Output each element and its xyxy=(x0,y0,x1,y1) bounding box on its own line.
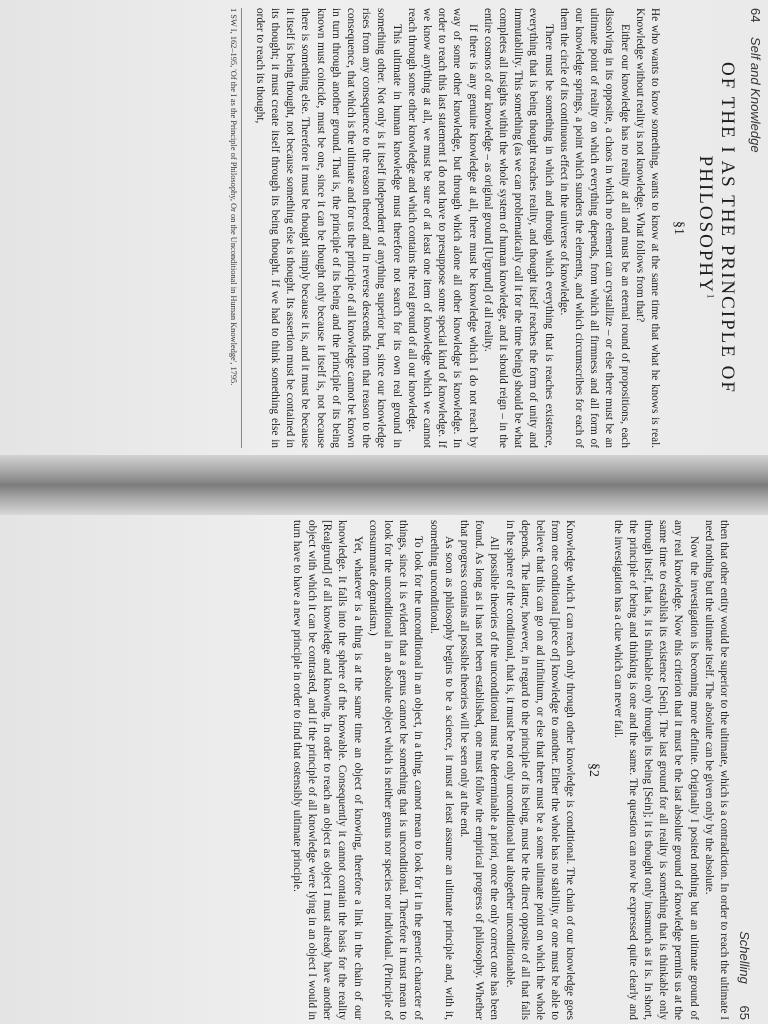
paragraph: Now the investigation is becoming more definite. Originally I posited nothing but an ultimate ground of any real knowledge. Now this criterion that it must be the last absolute ground of knowledge permits us at the same time to establish its existence [Sein]. The last ground for all reality is something that is thinkable only through itself, that is, it is thinkable only through its being [Sein]; it is thought only inasmuch as it is. In short, the principle of being and thinking is one and the same. The question can now be expressed quite clearly and the investigation has a clue which can never fail. xyxy=(611,520,700,1020)
right-page-number: 65 xyxy=(737,1005,752,1020)
right-running-head xyxy=(737,520,752,1020)
section-heading-1: §1 xyxy=(671,221,686,235)
paragraph: Yet, whatever is a thing is at the same time an object of knowing, therefore a link in the chain of our knowledge. It falls into the sphere of the knowable. Consequently it cannot contain the basis for the reality [Realgrund] of all knowledge and knowing. In order to reach an object as object I must already have another object with which it can be contrasted, and if the principle of all knowledge were lying in an object I would in turn have to have a new principle in order to find that ostensibly ultimate principle. xyxy=(290,520,364,1020)
paragraph: To look for the unconditional in an object, in a thing, cannot mean to look for it in the generic character of things, since it is evident that a genus cannot be something that is unconditional. Therefore it must mean to look for the unconditional in an absolute object which is neither genus nor species nor individual. (Principle of consummate dogmatism.) xyxy=(366,520,425,1020)
section-heading-2: §2 xyxy=(586,763,602,777)
paragraph: As soon as philosophy begins to be a science, it must at least assume an ultimate principle and, with it, something unconditional. xyxy=(427,520,455,1020)
right-running-head-text: Schelling xyxy=(737,931,752,984)
left-running-head-text: Self and Knowledge xyxy=(748,36,763,153)
left-running-head xyxy=(748,8,763,448)
paragraph: Either our knowledge has no reality at all and must be an eternal round of propositions, each dissolving in its opposite, a chaos in which no element can crystallize – or else there must be an ultimate point of reality on which everything depends, from which all firmness and all form of our knowledge springs, a point which sunders the elements, and which circumscribes for each of them the circle of its continuous effect in the universe of knowledge. xyxy=(557,8,631,448)
paragraph: There must be something in which and through which everything that is reaches existence, everything that is being thought reaches reality, and thought itself reaches the form of unity and immutability. This something (as we can problematically call it for the time being) should be what completes all insights within the whole system of human knowledge, and it should reign – in the entire cosmos of our knowledge – as original ground [Urgrund] of all reality. xyxy=(481,8,555,448)
paragraph: then that other entity would be superior to the ultimate, which is a contradiction. In order to reach the ultimate I need nothing but the ultimate itself. The absolute can be given only by the absolute. xyxy=(702,520,730,1020)
left-page xyxy=(23,8,763,448)
right-page xyxy=(12,520,752,1020)
paragraph: This ultimate in human knowledge must therefore not search for its own real ground in something other. Not only is it itself independent of anything superior but, since our knowledge rises from any consequence to the reason thereof and in reverse descends from that reason to the consequence, that which is the ultimate and for us the principle of all knowledge cannot be known in turn through another ground. That is, the principle of its being and the principle of its being known must coincide, must be one, since it can be thought only because it itself is, not because there is something else. Therefore it must be thought simply because it is, and it must be because it itself is being thought, not because something else is thought. Its assertion must be contained in its thought; it must create itself through its being thought. If we had to think something else in order to reach its thought, xyxy=(253,8,403,448)
chapter-title-text: OF THE I AS THE PRINCIPLE OF PHILOSOPHY xyxy=(695,62,738,394)
book-gutter xyxy=(0,455,768,515)
title-footnote-mark: 1 xyxy=(705,293,716,301)
paragraph: He who wants to know something, wants to know at the same time that what he knows is real. Knowledge without reality is not knowledge. What follows from that? xyxy=(633,8,661,448)
chapter-title xyxy=(694,8,738,448)
paragraph: Knowledge which I can reach only through other knowledge is conditional. The chain of our knowledge goes from one conditional [piece of] knowledge to another. Either the whole has no stability, or one must be able to believe that this can go on ad infinitum, or else that there must be a some ultimate point on which the whole depends. The latter, however, in regard to the principle of its being, must be the direct opposite of all that falls in the sphere of the conditional, that is, it must be not only unconditional but altogether unconditionable. xyxy=(503,520,577,1020)
footnote: 1 SW I, 162–195, 'Of the I as the Principle of Philosophy, Or on the Unconditional in Human Knowledge', 1795. xyxy=(228,8,242,448)
left-page-number: 64 xyxy=(748,8,763,23)
paragraph: All possible theories of the unconditional must be determinable a priori, once the only correct one has been found. As long as it has not been established, one must follow the empirical progress of philosophy. Whether that progress contains all possible theories will be seen only at the end. xyxy=(457,520,501,1020)
paragraph: If there is any genuine knowledge at all, there must be knowledge which I do not reach by way of some other knowledge, but through which alone all other knowledge is knowledge. In order to reach this last statement I do not have to presuppose some special kind of knowledge. If we know anything at all, we must be sure of at least one item of knowledge which we cannot reach through some other knowledge and which contains the real ground of all our knowledge. xyxy=(405,8,479,448)
